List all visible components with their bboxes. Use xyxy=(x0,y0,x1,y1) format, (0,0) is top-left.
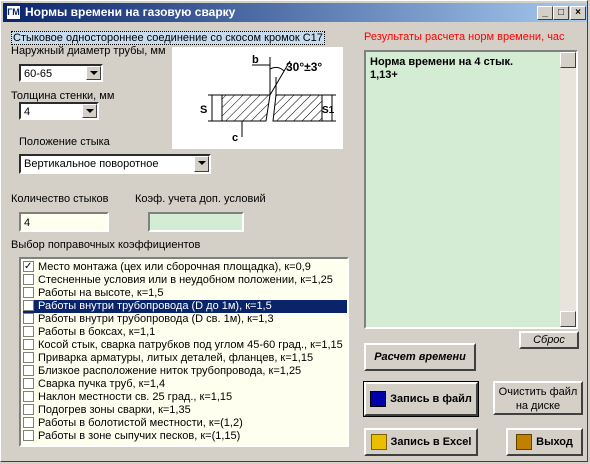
checkbox[interactable] xyxy=(23,287,34,298)
checkbox[interactable] xyxy=(23,417,34,428)
joint-position-label: Положение стыка xyxy=(19,136,110,148)
checkbox[interactable] xyxy=(23,430,34,441)
extra-coef-input[interactable] xyxy=(148,212,244,232)
checkbox[interactable] xyxy=(23,326,34,337)
checkbox[interactable] xyxy=(23,339,34,350)
pipe-diameter-value: 60-65 xyxy=(24,68,53,80)
results-label: Результаты расчета норм времени, час xyxy=(364,31,565,43)
list-item[interactable]: Подогрев зоны сварки, к=1,35 xyxy=(23,404,347,417)
list-item[interactable]: ✓Место монтажа (цех или сборочная площадка), к=0,9 xyxy=(23,261,347,274)
save-file-button[interactable]: Запись в файл xyxy=(364,382,478,416)
list-item[interactable]: Приварка арматуры, литых деталей, фланцев, к=1,15 xyxy=(23,352,347,365)
pipe-diameter-select[interactable] xyxy=(19,64,103,82)
checkbox[interactable] xyxy=(23,300,34,311)
list-item[interactable]: Работы в боксах, к=1,1 xyxy=(23,326,347,339)
chevron-down-icon[interactable] xyxy=(86,66,101,80)
chevron-down-icon[interactable] xyxy=(82,104,97,118)
exit-button[interactable]: Выход xyxy=(506,428,583,456)
checkbox[interactable] xyxy=(23,391,34,402)
folder-icon xyxy=(371,434,387,450)
reset-button[interactable]: Сброс xyxy=(519,331,579,349)
list-item[interactable]: Близкое расположение ниток трубопровода, к=1,25 xyxy=(23,365,347,378)
joints-count-input[interactable]: 4 xyxy=(19,212,109,232)
result-line-2: 1,13+ xyxy=(370,69,398,81)
list-item-selected[interactable]: Работы внутри трубопровода (D до 1м), к=1,5 xyxy=(23,300,347,313)
close-button[interactable]: × xyxy=(570,6,586,20)
title-bar xyxy=(3,3,587,22)
maximize-button[interactable]: □ xyxy=(553,6,569,20)
list-item[interactable]: Работы в болотистой местности, к=(1,2) xyxy=(23,417,347,430)
list-item[interactable]: Работы в зоне сыпучих песков, к=(1,15) xyxy=(23,430,347,443)
joints-count-label: Количество стыков xyxy=(11,193,109,205)
app-icon: ГМ xyxy=(6,5,21,20)
list-item[interactable]: Работы внутри трубопровода (D св. 1м), к=1,3 xyxy=(23,313,347,326)
c-label: c xyxy=(232,132,239,144)
checkbox[interactable] xyxy=(23,313,34,324)
joint-type-label[interactable]: Стыковое одностороннее соединение со скосом кромок С17 xyxy=(13,32,323,44)
checkbox[interactable] xyxy=(23,274,34,285)
door-exit-icon xyxy=(516,434,532,450)
corrections-list[interactable] xyxy=(19,257,349,447)
checkbox-checked[interactable] xyxy=(23,261,34,272)
window-title: Нормы времени на газовую сварку xyxy=(25,5,236,19)
wall-thickness-label: Толщина стенки, мм xyxy=(11,90,115,102)
clear-file-button[interactable]: Очистить файл на диске xyxy=(493,381,583,415)
checkbox[interactable] xyxy=(23,404,34,415)
list-item[interactable]: Сварка пучка труб, к=1,4 xyxy=(23,378,347,391)
save-excel-button[interactable]: Запись в Excel xyxy=(364,428,478,456)
joint-position-value: Вертикальное поворотное xyxy=(24,158,159,170)
checkbox[interactable] xyxy=(23,378,34,389)
list-item[interactable]: Работы на высоте, к=1,5 xyxy=(23,287,347,300)
chevron-down-icon[interactable] xyxy=(194,156,209,172)
s1-label: S1 xyxy=(322,105,335,116)
pipe-diameter-label: Наружный диаметр трубы, мм xyxy=(11,45,166,57)
weld-joint-diagram xyxy=(172,47,343,149)
b-label: b xyxy=(252,54,259,66)
extra-coef-label: Коэф. учета доп. условий xyxy=(135,193,266,205)
wall-thickness-select[interactable] xyxy=(19,102,99,120)
joint-position-select[interactable] xyxy=(19,154,211,174)
corrections-label: Выбор поправочных коэффициентов xyxy=(11,239,201,251)
checkbox[interactable] xyxy=(23,365,34,376)
results-scrollbar[interactable] xyxy=(560,52,576,327)
checkbox[interactable] xyxy=(23,352,34,363)
calc-button[interactable]: Расчет времени xyxy=(364,343,476,371)
result-line-1: Норма времени на 4 стык. xyxy=(370,56,514,68)
floppy-icon xyxy=(370,391,386,407)
list-item[interactable]: Стесненные условия или в неудобном положении, к=1,25 xyxy=(23,274,347,287)
scroll-down-button[interactable] xyxy=(560,311,576,327)
wall-thickness-value: 4 xyxy=(24,106,31,118)
angle-label: 30°±3° xyxy=(286,60,323,74)
list-item[interactable]: Наклон местности св. 25 град., к=1,15 xyxy=(23,391,347,404)
list-item[interactable]: Косой стык, сварка патрубков под углом 45-60 град., к=1,15 xyxy=(23,339,347,352)
results-textarea[interactable] xyxy=(364,50,578,329)
minimize-button[interactable]: _ xyxy=(537,6,553,20)
scroll-up-button[interactable] xyxy=(560,52,576,68)
s-label: S xyxy=(200,104,208,116)
